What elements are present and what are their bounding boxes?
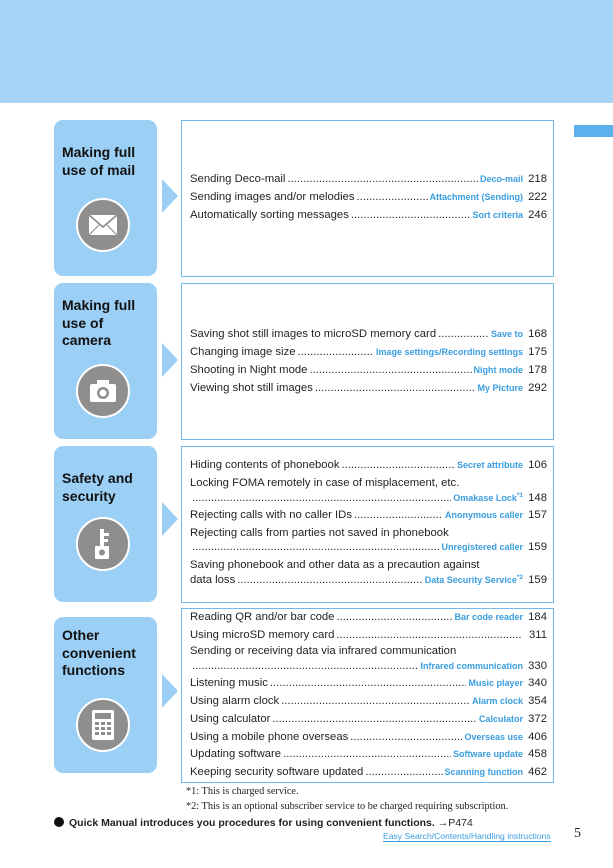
section-mail-box (54, 120, 157, 276)
camera-icon (76, 364, 130, 418)
list-item-line1: Sending or receiving data via infrared communication (190, 645, 457, 657)
envelope-icon (76, 198, 130, 252)
list-item[interactable]: Hiding contents of phonebook ..... Secret attribute 106 (190, 459, 547, 475)
list-item-line1: Rejecting calls from parties not saved in phonebook (190, 527, 449, 539)
section-title: Other convenient functions (62, 627, 136, 678)
section-arrow (162, 502, 178, 536)
list-item[interactable]: Changing image size ..... Image settings/Recording settings 175 (190, 346, 547, 362)
section-title: Safety and security (62, 470, 133, 504)
header-banner (0, 0, 613, 103)
bullet-icon (54, 817, 64, 827)
page-reference[interactable]: P474 (448, 817, 473, 829)
list-item[interactable]: Automatically sorting messages ..... Sort criteria 246 (190, 209, 547, 225)
key-icon (76, 517, 130, 571)
list-item[interactable]: Shooting in Night mode ..... Night mode 178 (190, 364, 547, 380)
chapter-side-tab (574, 125, 613, 137)
list-item[interactable]: Viewing shot still images ..... My Picture 292 (190, 382, 547, 398)
footnote: *1: This is charged service. (186, 786, 299, 797)
list-item[interactable]: Using a mobile phone overseas ..... Overseas use 406 (190, 731, 547, 747)
list-item[interactable]: ..... Infrared communication 330 (190, 660, 547, 676)
section-safety-box (54, 446, 157, 602)
list-item[interactable]: ..... Omakase Lock$^{*1}$ 148 (190, 492, 547, 508)
list-item-line1: Locking FOMA remotely in case of misplacement, etc. (190, 477, 460, 489)
section-arrow (162, 674, 178, 708)
list-item[interactable]: data loss ..... Data Security Service$^{*2}$ 159 (190, 574, 547, 590)
arrow-right-icon: → (437, 817, 449, 829)
list-item[interactable]: Using alarm clock ..... Alarm clock 354 (190, 695, 547, 711)
section-other-panel (181, 608, 554, 783)
list-item[interactable]: Keeping security software updated ..... Scanning function 462 (190, 766, 547, 782)
list-item[interactable]: ..... Unregistered caller 159 (190, 541, 547, 557)
quick-manual-note: Quick Manual introduces you procedures for using convenient functions. →P474 (54, 817, 473, 829)
section-safety-panel (181, 446, 554, 603)
list-item[interactable]: Updating software ..... Software update 458 (190, 748, 547, 764)
section-camera-panel (181, 283, 554, 440)
section-arrow (162, 179, 178, 213)
section-arrow (162, 343, 178, 377)
list-item[interactable]: Using microSD memory card ..... 311 (190, 629, 547, 645)
section-title: Making full use of mail (62, 144, 136, 178)
calculator-icon (76, 698, 130, 752)
footer-nav-link[interactable]: Easy Search/Contents/Handling instructions (383, 831, 551, 841)
list-item[interactable]: Using calculator ..... Calculator 372 (190, 713, 547, 729)
section-camera-box (54, 283, 157, 439)
section-mail-panel (181, 120, 554, 277)
section-other-box (54, 617, 157, 773)
list-item-line1: Saving phonebook and other data as a precaution against (190, 559, 480, 571)
list-item[interactable]: Sending images and/or melodies ..... Attachment (Sending) 222 (190, 191, 547, 207)
list-item[interactable]: Saving shot still images to microSD memory card ..... Save to 168 (190, 328, 547, 344)
section-title: Making full use of camera (62, 297, 136, 348)
list-item[interactable]: Listening music ..... Music player 340 (190, 677, 547, 693)
footnote: *2: This is an optional subscriber service to be charged requiring subscription. (186, 801, 509, 812)
list-item[interactable]: Sending Deco-mail ..... Deco-mail 218 (190, 173, 547, 189)
list-item[interactable]: Reading QR and/or bar code ..... Bar code reader 184 (190, 611, 547, 627)
list-item[interactable]: Rejecting calls with no caller IDs ..... Anonymous caller 157 (190, 509, 547, 525)
page-number: 5 (574, 826, 581, 841)
